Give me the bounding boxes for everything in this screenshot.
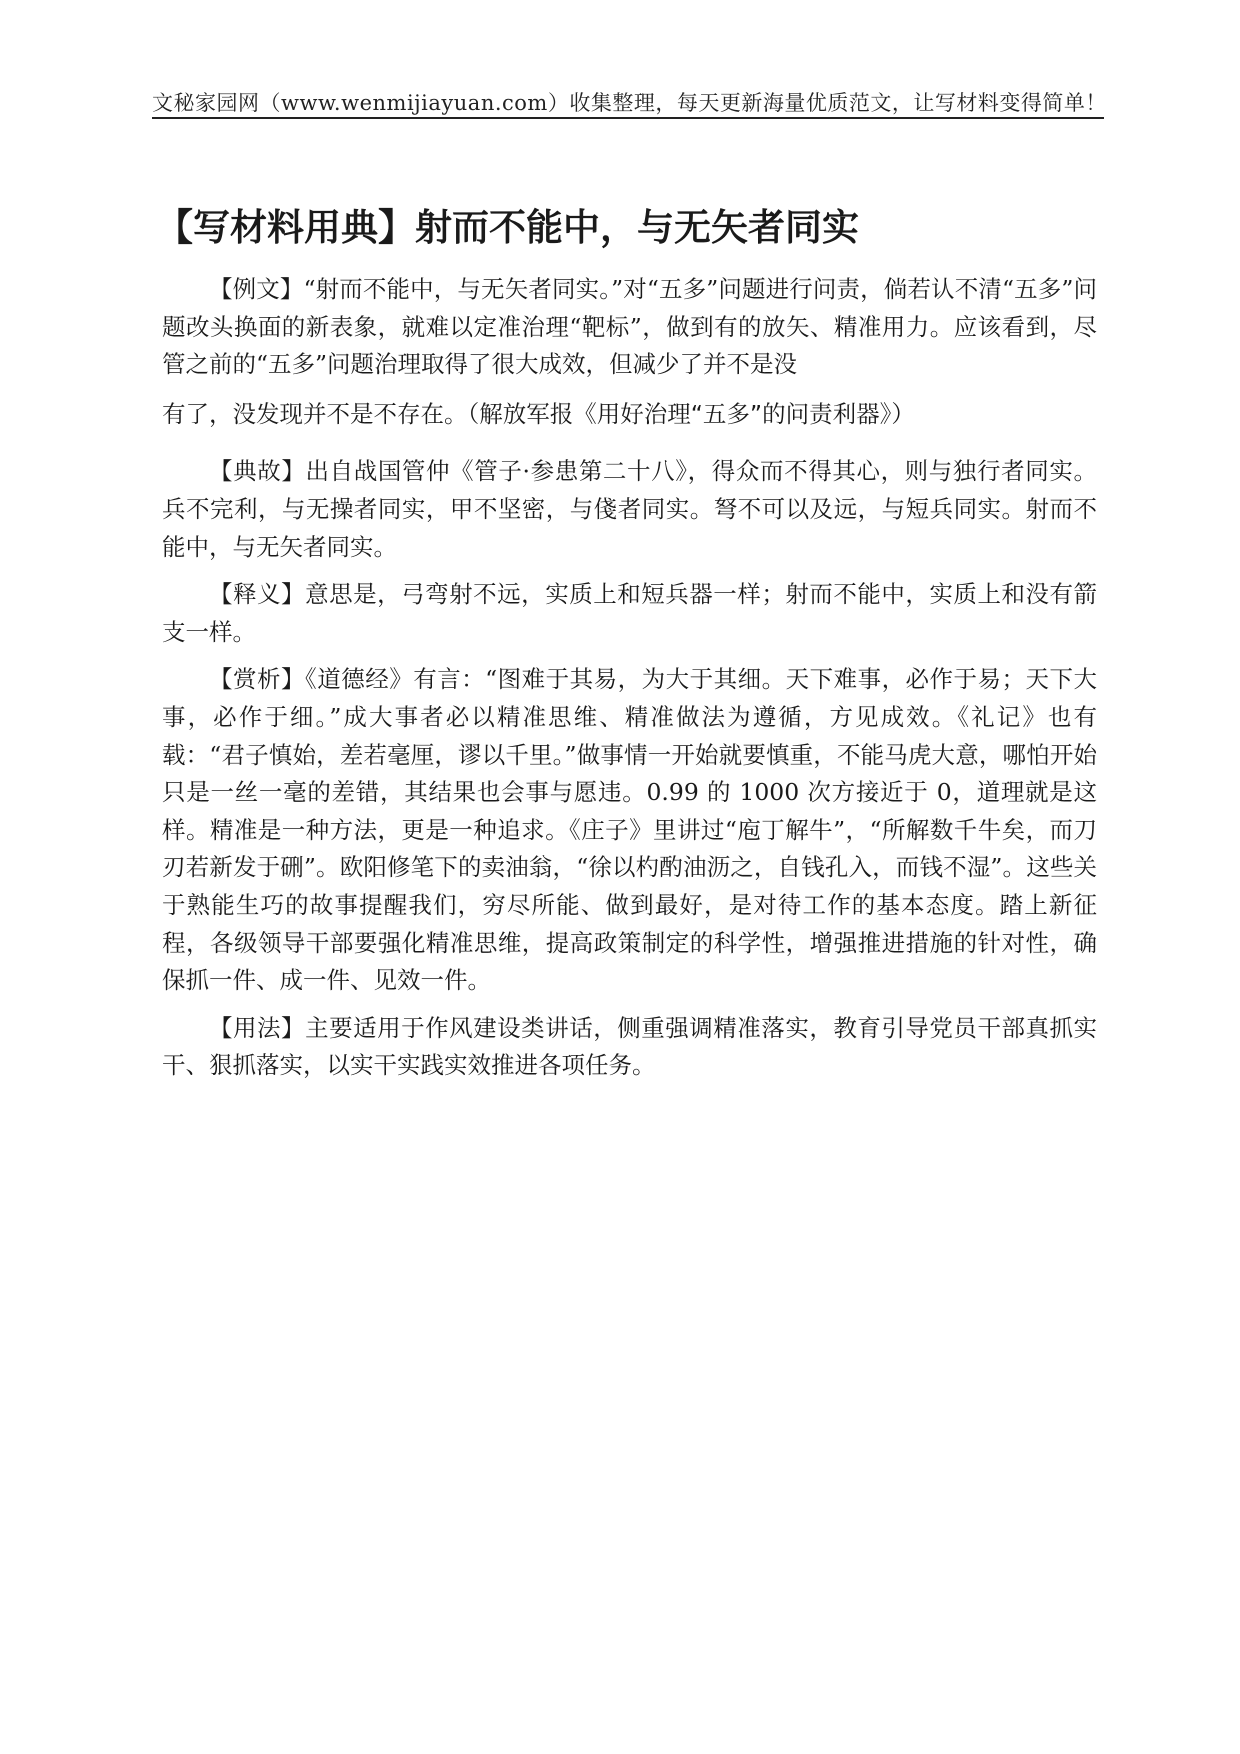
allusion-text: 出自战国管仲《管子·参患第二十八》，得众而不得其心，则与独行者同实。兵不完利，与无操者同实，甲不坚密，与俴者同实。弩不可以及远，与短兵同实。射而不能中，与无矢者同实。 <box>162 457 1097 561</box>
example-source: 有了，没发现并不是不存在。（解放军报《用好治理“五多”的问责利器》） <box>162 399 915 428</box>
usage-text: 主要适用于作风建设类讲话，侧重强调精准落实，教育引导党员干部真抓实干、狠抓落实，以实干实践实效推进各项任务。 <box>162 1013 1098 1080</box>
meaning-tag: 【释义】 <box>209 580 306 609</box>
appreciation-paragraph <box>162 661 1097 999</box>
document-body <box>162 271 1097 1095</box>
example-paragraph <box>162 271 1097 433</box>
meaning-text: 意思是，弓弯射不远，实质上和短兵器一样；射而不能中，实质上和没有箭支一样。 <box>162 580 1098 646</box>
example-text: “射而不能中，与无矢者同实。”对“五多”问题进行问责，倘若认不清“五多”问题改头换面的新表象，就难以定准治理“靶标”，做到有的放矢、精准用力。应该看到，尽管之前的“五多”问题治理取得了很大成效，但减少了并不是没 <box>162 275 1097 379</box>
appreciation-text: 《道德经》有言：“图难于其易，为大于其细。天下难事，必作于易；天下大事，必作于细。”成大事者必以精准思维、精准做法为遵循，方见成效。《礼记》也有载：“君子慎始，差若毫厘，谬以千里。”做事情一开始就要慎重，不能马虎大意，哪怕开始只是一丝一毫的差错，其结果也会事与愿违。0.99 的 1000 次方接近于 0，道理就是这样。精准是一种方法，更是一种追求。《庄子》里讲过“庖丁解牛”，“所解数千牛矣，而刀刃若新发于硎”。欧阳修笔下的卖油翁，“徐以杓酌油沥之，自钱孔入，而钱不湿”。这些关于熟能生巧的故事提醒我们，穷尽所能、做到最好，是对待工作的基本态度。踏上新征程，各级领导干部要强化精准思维，提高政策制定的科学性，增强推进措施的针对性，确保抓一件、成一件、见效一件。 <box>162 665 1098 995</box>
header-divider <box>152 117 1104 119</box>
page-header: 文秘家园网（www.wenmijiayuan.com）收集整理，每天更新海量优质范文，让写材料变得简单！ <box>152 91 1107 115</box>
allusion-paragraph <box>162 453 1097 566</box>
meaning-paragraph <box>162 576 1097 651</box>
appreciation-tag: 【赏析】 <box>209 665 305 694</box>
document-title: 【写材料用典】射而不能中，与无矢者同实 <box>156 206 859 249</box>
usage-paragraph <box>162 1010 1097 1085</box>
usage-tag: 【用法】 <box>209 1013 306 1042</box>
example-tag: 【例文】 <box>209 275 304 303</box>
allusion-tag: 【典故】 <box>209 457 306 486</box>
